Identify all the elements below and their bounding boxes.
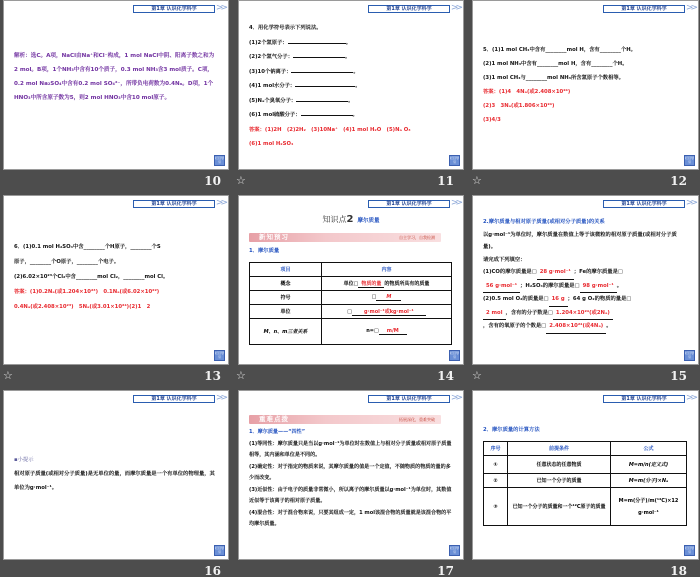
- question-line: (2)6.02×10²³个Cl₂中含________mol Cl₂，________mol Cl。: [14, 274, 169, 280]
- slide-thumbnail-18[interactable]: [466, 390, 699, 577]
- chapter-header: 第1章 认识化学科学: [368, 200, 450, 208]
- page-number: 18: [670, 564, 687, 577]
- star-icon[interactable]: ☆: [236, 174, 246, 187]
- slide-footer: [466, 170, 699, 193]
- slide-thumbnail-12[interactable]: [466, 0, 699, 193]
- page-number: 13: [204, 369, 221, 383]
- slide-thumbnail-13[interactable]: [0, 195, 233, 388]
- question-item: (6)1 mol硫酸分子： 。: [249, 112, 358, 118]
- slide-footer: [466, 365, 699, 388]
- slide-10[interactable]: [3, 0, 229, 170]
- nav-button[interactable]: 栏目导引: [685, 351, 695, 359]
- slide-thumbnail-14[interactable]: [233, 195, 466, 388]
- chevron-right-icon: >>: [450, 393, 460, 403]
- question-title: 4．用化学符号表示下列说法。: [249, 25, 322, 31]
- paragraph: (2)确定性：对于指定的物质来说，其摩尔质量的值是一个定值，不随物质的物质的量的多少而改变。: [249, 463, 451, 481]
- nav-button[interactable]: 栏目导引: [450, 351, 460, 359]
- page-number: 16: [204, 564, 221, 577]
- nav-button[interactable]: 栏目导引: [685, 546, 695, 554]
- slide-footer: [0, 560, 233, 577]
- slide-11[interactable]: [238, 0, 464, 170]
- section-heading: 1．摩尔质量——“四性”: [249, 429, 306, 435]
- section-band: 新知预习 自主学习，自我检测: [249, 233, 441, 242]
- page-number: 15: [670, 369, 687, 383]
- slide-15[interactable]: [472, 195, 699, 365]
- answer-line: (6)1 mol H₂SO₄: [249, 141, 294, 147]
- chapter-header: 第1章 认识化学科学: [133, 5, 215, 13]
- answer-line: (2)3 3Nₐ(或1.806×10²⁴): [483, 103, 555, 109]
- slide-thumbnail-15[interactable]: [466, 195, 699, 388]
- question-line: (2)1 mol NH₃中含有________mol H，含有________个H。: [483, 61, 628, 67]
- tip-label: ▪小提示: [14, 457, 34, 463]
- nav-button[interactable]: 栏目导引: [215, 546, 225, 554]
- question-block: [14, 240, 218, 315]
- question-line: 原子，________个O原子，________个电子。: [14, 259, 120, 265]
- question-item: (1)2个氢原子： 。: [249, 39, 352, 46]
- page-number: 10: [204, 174, 221, 188]
- nav-button[interactable]: 栏目导引: [215, 156, 225, 164]
- slide-footer: [233, 560, 466, 577]
- question-line: 6．(1)0.1 mol H₂SO₄中含________个H原子，________个S: [14, 244, 161, 250]
- knowledge-point-title: 知识点2 摩尔质量: [322, 214, 380, 225]
- slide-14[interactable]: [238, 195, 464, 365]
- fill-in-block: 2.摩尔质量与相对原子质量(或相对分子质量)的关系 以g·mol⁻¹为单位时，摩尔质量在数值上等于该微粒的相对原子质量(或相对分子质量)。 请完成下列填空： (1)CO的摩尔质量是□ 28 g·mol⁻¹ ；Fe的摩尔质量是□ 56 g·mol⁻¹ ；H₂SO₄的摩尔质量是□ 98 g·mol⁻¹ 。 (2)0.5 mol O₂的质量是□ 16 g ；64 g O₂的物质的量是□ 2 mol ，含有的分子数是□ 1.204×10²⁴(或2Nₐ) ，含有的氧原子的个数是□ 2.408×10²⁴(或4Nₐ) 。: [483, 216, 688, 334]
- slide-12[interactable]: [472, 0, 699, 170]
- chevron-right-icon: >>: [215, 198, 225, 208]
- chevron-right-icon: >>: [685, 393, 695, 403]
- question-item: (2)2个氢气分子： 。: [249, 54, 351, 60]
- question-item: (5)Nₐ个臭氧分子： 。: [249, 97, 354, 104]
- answer-line: (3)4/3: [483, 117, 501, 123]
- nav-button[interactable]: 栏目导引: [685, 156, 695, 164]
- star-icon[interactable]: ☆: [3, 369, 13, 382]
- question-line: 5．(1)1 mol CH₄中含有________mol H，含有________个H。: [483, 47, 636, 53]
- page-number: 11: [437, 174, 454, 188]
- chapter-header: 第1章 认识化学科学: [603, 5, 685, 13]
- nav-button[interactable]: 栏目导引: [215, 351, 225, 359]
- section-heading: 2.摩尔质量与相对原子质量(或相对分子质量)的关系: [483, 219, 605, 225]
- question-block: [249, 21, 453, 152]
- paragraph: (1)等同性：摩尔质量只是当以g·mol⁻¹为单位时在数值上与相对分子质量或相对原子质量相等，其内涵和单位是不同的。: [249, 440, 452, 458]
- chapter-header: 第1章 认识化学科学: [368, 5, 450, 13]
- slide-17[interactable]: [238, 390, 464, 560]
- section-heading: 1．摩尔质量: [249, 248, 280, 254]
- slide-13[interactable]: [3, 195, 229, 365]
- page-number: 17: [437, 564, 454, 577]
- star-icon[interactable]: ☆: [472, 174, 482, 187]
- question-item: (4)1 mol水分子： 。: [249, 83, 361, 89]
- paragraph: (3)近似性：由于电子的质量非常微小，所以离子的摩尔质量以g·mol⁻¹为单位时，其数值近似等于该离子的相对原子质量。: [249, 486, 452, 504]
- nav-button[interactable]: 栏目导引: [450, 156, 460, 164]
- prompt-text: 请完成下列填空：: [483, 256, 526, 263]
- slide-footer: [0, 170, 233, 193]
- slide-footer: [233, 365, 466, 388]
- nav-button[interactable]: 栏目导引: [450, 546, 460, 554]
- molar-mass-table: 项目 内容 概念 单位□ 物质的量 的物质所具有的质量 符号 □ M 单位 □ g·mol⁻¹或kg·mol⁻¹ M、n、m三者关系 n=□ m/M: [249, 262, 452, 345]
- answer-line: 答案：(1)4 4Nₐ(或2.408×10²⁴): [483, 89, 571, 95]
- chapter-header: 第1章 认识化学科学: [133, 395, 215, 403]
- question-block: [483, 43, 688, 127]
- slide-thumbnail-10[interactable]: [0, 0, 233, 193]
- chevron-right-icon: >>: [450, 3, 460, 13]
- section-band: 重难点拨 拓展深化，重难突破: [249, 415, 441, 424]
- chevron-right-icon: >>: [685, 198, 695, 208]
- slide-thumbnail-11[interactable]: [233, 0, 466, 193]
- tip-text: 相对原子质量(或相对分子质量)是无单位的量，而摩尔质量是一个有单位的物理量，其单位为g·mol⁻¹。: [14, 471, 215, 491]
- star-icon[interactable]: ☆: [236, 369, 246, 382]
- slide-footer: [466, 560, 699, 577]
- calculation-table: 序号 前提条件 公式 ① 任意状态的任意物质 M=m/n(定义式) ② 已知一个分子的质量 M=m(分子)×Nₐ ③ 已知一个分子的质量和一个¹²C原子的质量 M=m(分子)/m(¹²C)×12 g·mol⁻¹: [483, 441, 687, 526]
- slide-thumbnail-16[interactable]: [0, 390, 233, 577]
- analysis-text: 解析：选C。A项，NaCl由Na⁺和Cl⁻构成，1 mol NaCl中阴、阳离子数之和为2 mol。B项，1个NH₃中含有10个质子，0.3 mol NH₃含3 mol质子。C项，0.2 mol Na₂SO₄中含有0.2 mol SO₄²⁻，所带负电荷数为0.4Nₐ。D项，1个HNO₃中所含原子数为5，则2 mol HNO₃中含10 mol原子。: [14, 53, 215, 101]
- slide-thumbnail-17[interactable]: [233, 390, 466, 577]
- chapter-header: 第1章 认识化学科学: [133, 200, 215, 208]
- tip-icon: ▪: [14, 457, 18, 463]
- paragraph-block: [249, 427, 453, 531]
- slide-16[interactable]: [3, 390, 229, 560]
- question-line: (3)1 mol CH₄与________mol NH₃所含氢原子个数相等。: [483, 75, 624, 81]
- chapter-header: 第1章 认识化学科学: [603, 395, 685, 403]
- chevron-right-icon: >>: [215, 393, 225, 403]
- slide-footer: [233, 170, 466, 193]
- answer-line: 答案：(1)0.2Nₐ(或1.204×10²³) 0.1Nₐ(或6.02×10²²): [14, 289, 160, 295]
- chapter-header: 第1章 认识化学科学: [368, 395, 450, 403]
- section-heading: 2．摩尔质量的计算方法: [483, 427, 540, 433]
- chapter-header: 第1章 认识化学科学: [603, 200, 685, 208]
- page-number: 12: [670, 174, 687, 188]
- intro-text: 以g·mol⁻¹为单位时，摩尔质量在数值上等于该微粒的相对原子质量(或相对分子质量)。: [483, 231, 677, 250]
- slide-18[interactable]: [472, 390, 699, 560]
- star-icon[interactable]: ☆: [472, 369, 482, 382]
- chevron-right-icon: >>: [450, 198, 460, 208]
- answer-line: 0.4Nₐ(或2.408×10²³) 5Nₐ(或3.01×10²⁴)(2)1 2: [14, 304, 151, 310]
- chevron-right-icon: >>: [215, 3, 225, 13]
- chevron-right-icon: >>: [685, 3, 695, 13]
- page-number: 14: [437, 369, 454, 383]
- paragraph: (4)混合性：对于混合物来说，只要其组成一定，1 mol该混合物的质量就是该混合物的平均摩尔质量。: [249, 509, 452, 527]
- answer-line: 答案：(1)2H (2)2H₂ (3)10Na⁺ (4)1 mol H₂O (5)Nₐ O₃: [249, 126, 411, 133]
- slide-footer: [0, 365, 233, 388]
- question-item: (3)10个钠离子： 。: [249, 68, 359, 75]
